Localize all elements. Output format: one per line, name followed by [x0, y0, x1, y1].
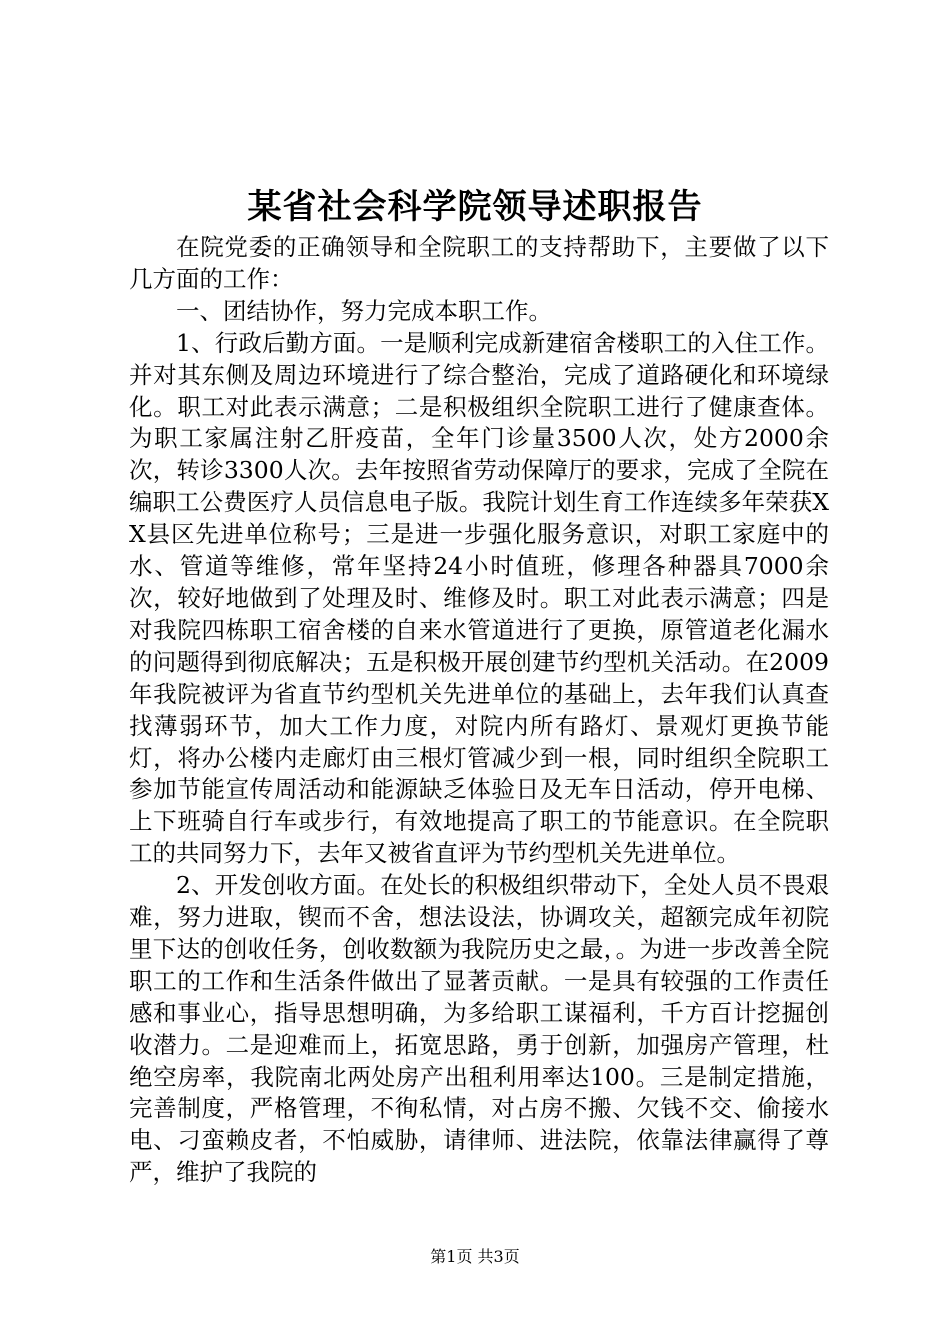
- document-title: 某省社会科学院领导述职报告: [247, 187, 703, 227]
- paragraph-revenue: 2、开发创收方面。在处长的积极组织带动下，全处人员不畏艰难，努力进取，锲而不舍，想法设法，协调攻关，超额完成年初院里下达的创收任务，创收数额为我院历史之最，。为进一步改善全院职工的工作和生活条件做出了显著贡献。一是具有较强的工作责任感和事业心，指导思想明确，为多给职工谋福利，千方百计挖掘创收潜力。二是迎难而上，拓宽思路，勇于创新，加强房产管理，杜绝空房率，我院南北两处房产出租利用率达100。三是制定措施，完善制度，严格管理，不徇私情，对占房不搬、欠钱不交、偷接水电、刁蛮赖皮者，不怕威胁，请律师、进法院，依靠法律赢得了尊严，维护了我院的: [129, 871, 829, 1187]
- document-body: [129, 232, 829, 1189]
- paragraph-admin-logistics: 1、行政后勤方面。一是顺利完成新建宿舍楼职工的入住工作。并对其东侧及周边环境进行了综合整治，完成了道路硬化和环境绿化。职工对此表示满意；二是积极组织全院职工进行了健康查体。为职工家属注射乙肝疫苗，全年门诊量3500人次，处方2000余次，转诊3300人次。去年按照省劳动保障厅的要求，完成了全院在编职工公费医疗人员信息电子版。我院计划生育工作连续多年荣获XX县区先进单位称号；三是进一步强化服务意识，对职工家庭中的水、管道等维修，常年坚持24小时值班，修理各种器具7000余次，较好地做到了处理及时、维修及时。职工对此表示满意；四是对我院四栋职工宿舍楼的自来水管道进行了更换，原管道老化漏水的问题得到彻底解决；五是积极开展创建节约型机关活动。在2009年我院被评为省直节约型机关先进单位的基础上，去年我们认真查找薄弱环节，加大工作力度，对院内所有路灯、景观灯更换节能灯，将办公楼内走廊灯由三根灯管减少到一根，同时组织全院职工参加节能宣传周活动和能源缺乏体验日及无车日活动，停开电梯、上下班骑自行车或步行，有效地提高了职工的节能意识。在全院职工的共同努力下，去年又被省直评为节约型机关先进单位。: [129, 328, 829, 868]
- paragraph-section-heading: 一、团结协作，努力完成本职工作。: [176, 296, 552, 325]
- paragraph-intro: 在院党委的正确领导和全院职工的支持帮助下，主要做了以下几方面的工作：: [129, 233, 829, 293]
- page-footer: 第1页 共3页: [430, 1247, 520, 1266]
